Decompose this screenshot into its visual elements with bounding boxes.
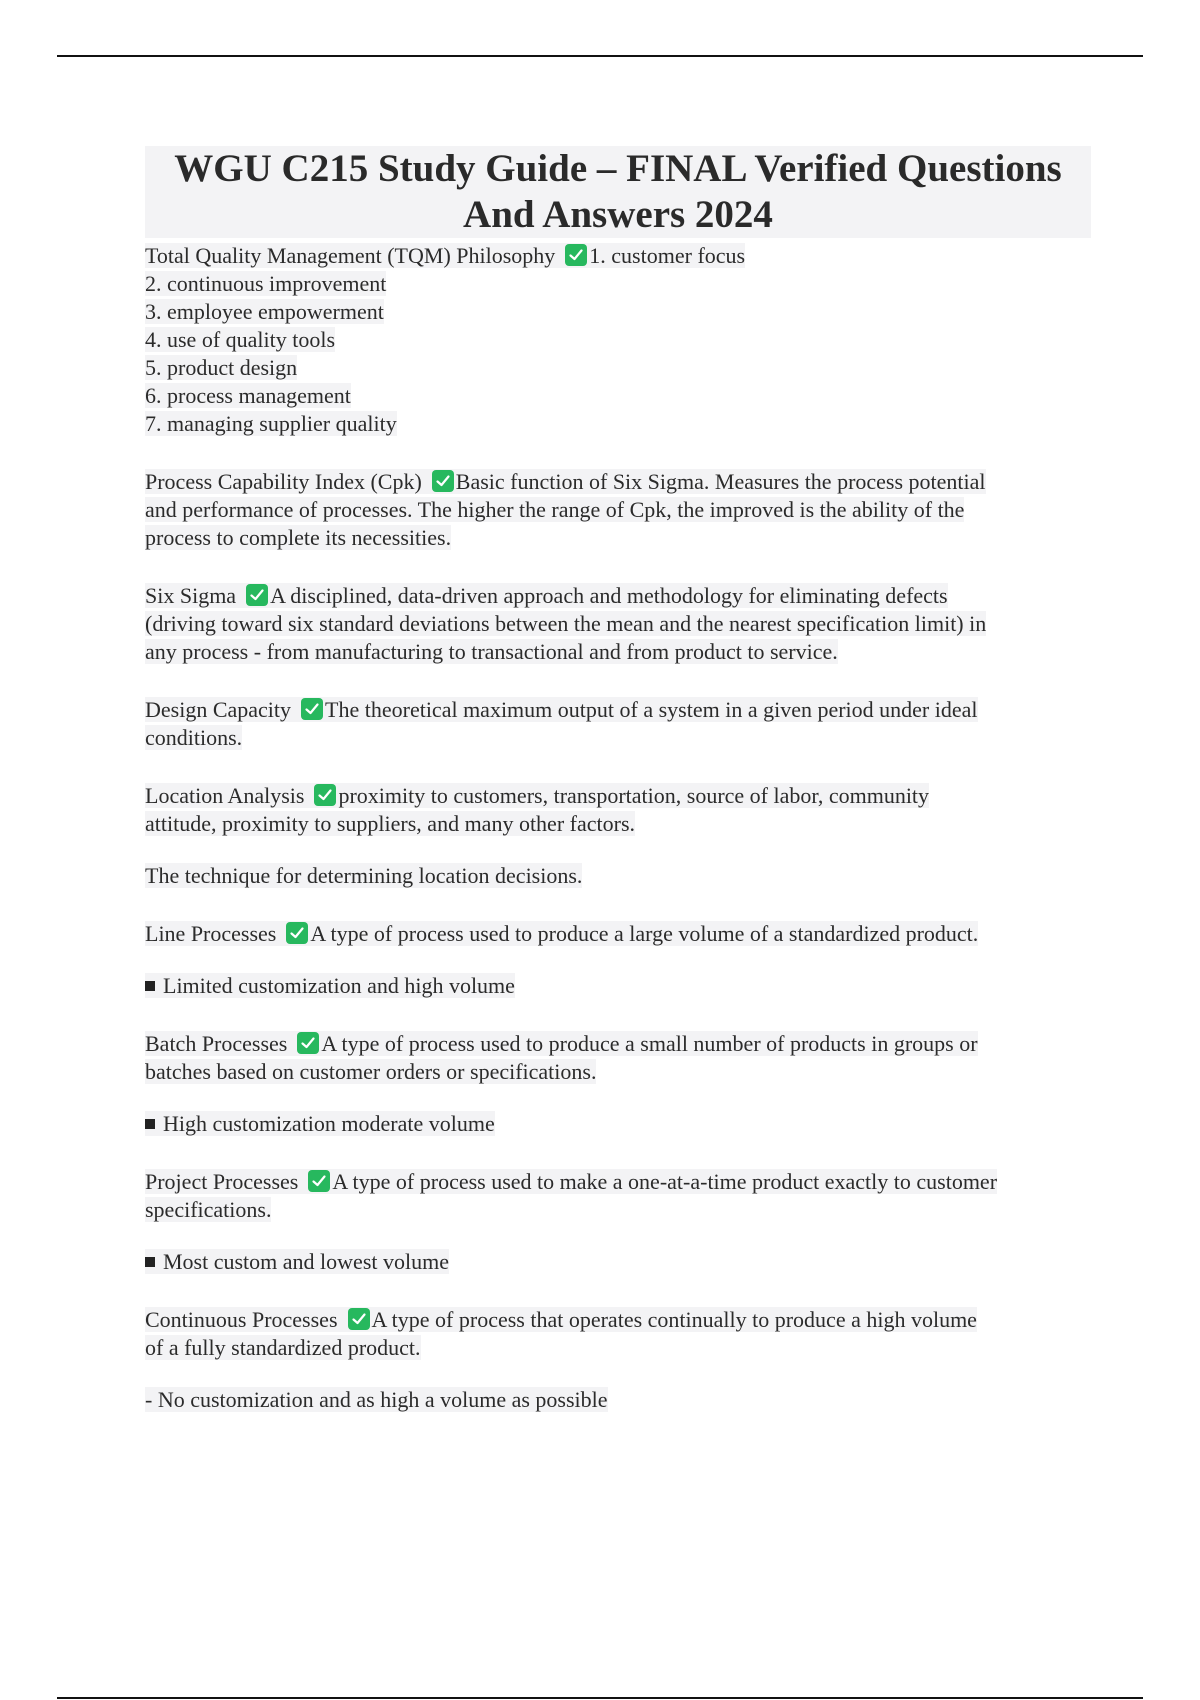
note-batch-processes: High customization moderate volume — [163, 1111, 495, 1136]
checkmark-icon — [348, 1308, 370, 1330]
list-item: 5. product design — [145, 355, 298, 380]
term-design-capacity: Design Capacity — [145, 697, 292, 722]
answer-six-sigma-line-1: A disciplined, data-driven approach and methodology for eliminating defects — [270, 583, 948, 608]
answer-continuous-processes-line-1: A type of process that operates continually to produce a high volume — [371, 1307, 977, 1332]
note-line-processes: Limited customization and high volume — [163, 973, 515, 998]
answer-project-processes-line-1: A type of process used to make a one-at-a-time product exactly to customer — [332, 1169, 998, 1194]
list-item: 7. managing supplier quality — [145, 411, 397, 436]
document-title: WGU C215 Study Guide – FINAL Verified Questions And Answers 2024 — [145, 146, 1091, 238]
square-bullet-icon — [145, 1257, 155, 1267]
term-tqm: Total Quality Management (TQM) Philosophy — [145, 243, 556, 268]
answer-six-sigma-line-3: any process - from manufacturing to transactional and from product to service. — [145, 639, 838, 664]
checkmark-icon — [297, 1032, 319, 1054]
note-continuous-processes: - No customization and as high a volume as possible — [145, 1387, 608, 1412]
answer-location-analysis-line-2: attitude, proximity to suppliers, and many other factors. — [145, 811, 636, 836]
answer-continuous-processes-line-2: of a fully standardized product. — [145, 1335, 421, 1360]
entry-project-processes — [145, 1168, 1091, 1276]
top-rule — [57, 55, 1143, 57]
list-item: 4. use of quality tools — [145, 327, 336, 352]
answer-project-processes-line-2: specifications. — [145, 1197, 272, 1222]
note-location-analysis: The technique for determining location decisions. — [145, 863, 583, 888]
term-batch-processes: Batch Processes — [145, 1031, 288, 1056]
term-cpk: Process Capability Index (Cpk) — [145, 469, 422, 494]
term-six-sigma: Six Sigma — [145, 583, 237, 608]
checkmark-icon — [432, 470, 454, 492]
bottom-rule — [57, 1697, 1143, 1699]
checkmark-icon — [246, 584, 268, 606]
answer-batch-processes-line-1: A type of process used to produce a small number of products in groups or — [321, 1031, 978, 1056]
answer-cpk-line-2: and performance of processes. The higher the range of Cpk, the improved is the ability of the — [145, 497, 965, 522]
term-project-processes: Project Processes — [145, 1169, 299, 1194]
list-item: 2. continuous improvement — [145, 271, 387, 296]
term-line-processes: Line Processes — [145, 921, 277, 946]
term-continuous-processes: Continuous Processes — [145, 1307, 338, 1332]
note-project-processes: Most custom and lowest volume — [163, 1249, 449, 1274]
square-bullet-icon — [145, 981, 155, 991]
checkmark-icon — [286, 922, 308, 944]
entry-batch-processes — [145, 1030, 1091, 1138]
entry-location-analysis — [145, 782, 1091, 890]
answer-line-processes-line-1: A type of process used to produce a large volume of a standardized product. — [310, 921, 979, 946]
answer-cpk-line-3: process to complete its necessities. — [145, 525, 452, 550]
entry-six-sigma — [145, 582, 1091, 666]
answer-six-sigma-line-2: (driving toward six standard deviations between the mean and the nearest specification limit) in — [145, 611, 987, 636]
entry-line-processes — [145, 920, 1091, 1000]
answer-location-analysis-line-1: proximity to customers, transportation, source of labor, community — [338, 783, 930, 808]
checkmark-icon — [314, 784, 336, 806]
term-location-analysis: Location Analysis — [145, 783, 305, 808]
answer-design-capacity-line-2: conditions. — [145, 725, 243, 750]
entry-cpk — [145, 468, 1091, 552]
entry-tqm — [145, 242, 1091, 438]
checkmark-icon — [308, 1170, 330, 1192]
checkmark-icon — [565, 244, 587, 266]
answer-batch-processes-line-2: batches based on customer orders or specifications. — [145, 1059, 597, 1084]
list-item: 3. employee empowerment — [145, 299, 384, 324]
list-item: 6. process management — [145, 383, 351, 408]
square-bullet-icon — [145, 1119, 155, 1129]
document-body — [145, 146, 1091, 1414]
answer-design-capacity-line-1: The theoretical maximum output of a system in a given period under ideal — [325, 697, 978, 722]
checkmark-icon — [301, 698, 323, 720]
entry-design-capacity — [145, 696, 1091, 752]
answer-tqm-first: 1. customer focus — [589, 243, 746, 268]
answer-cpk-line-1: Basic function of Six Sigma. Measures the process potential — [455, 469, 986, 494]
entry-continuous-processes — [145, 1306, 1091, 1414]
